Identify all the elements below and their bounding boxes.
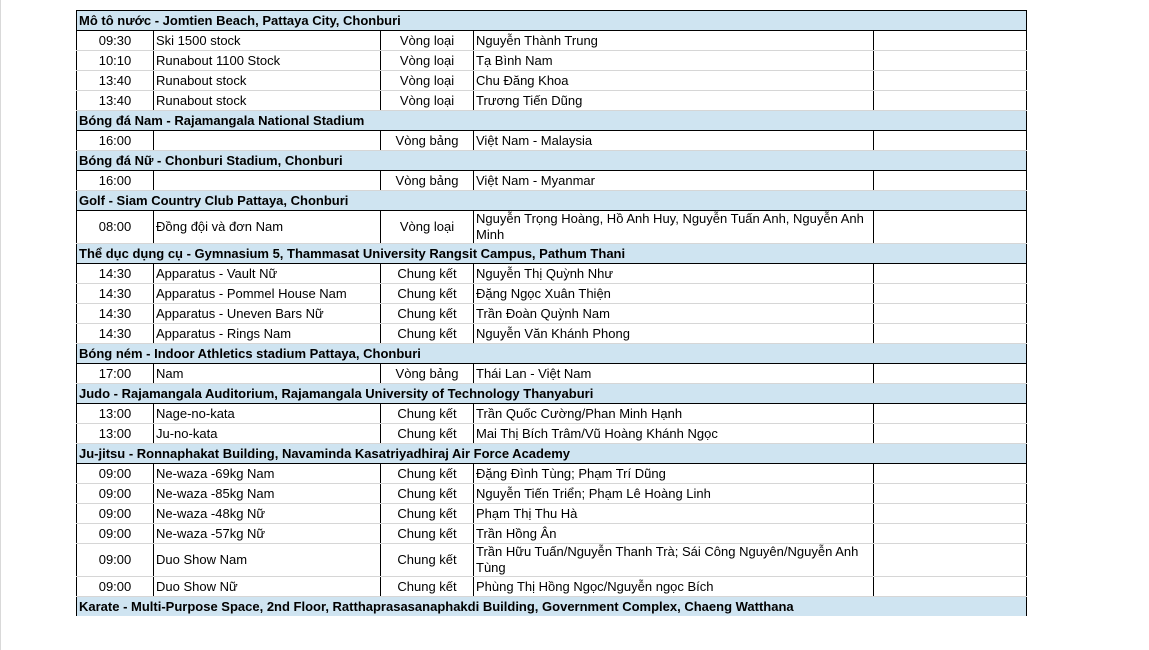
athletes-cell: Mai Thị Bích Trâm/Vũ Hoàng Khánh Ngọc [474, 424, 874, 444]
round-cell: Vòng loại [381, 51, 474, 71]
time-cell: 14:30 [77, 324, 154, 344]
round-cell: Chung kết [381, 504, 474, 524]
event-cell: Nam [154, 364, 381, 384]
empty-cell [874, 544, 1027, 577]
athletes-cell: Thái Lan - Việt Nam [474, 364, 874, 384]
athletes-cell: Trần Hồng Ân [474, 524, 874, 544]
section-header-row [77, 597, 1027, 617]
section-header-row [77, 191, 1027, 211]
event-cell: Apparatus - Uneven Bars Nữ [154, 304, 381, 324]
time-cell: 10:10 [77, 51, 154, 71]
section-title: Ju-jitsu - Ronnaphakat Building, Navaminda Kasatriyadhiraj Air Force Academy [77, 444, 1027, 464]
time-cell: 09:00 [77, 524, 154, 544]
empty-cell [874, 404, 1027, 424]
event-cell [154, 171, 381, 191]
empty-cell [874, 364, 1027, 384]
section-header-row [77, 244, 1027, 264]
athletes-cell: Nguyễn Tiến Triển; Phạm Lê Hoàng Linh [474, 484, 874, 504]
round-cell: Chung kết [381, 284, 474, 304]
schedule-row [77, 31, 1027, 51]
athletes-cell: Việt Nam - Malaysia [474, 131, 874, 151]
event-cell: Apparatus - Pommel House Nam [154, 284, 381, 304]
section-header-row [77, 111, 1027, 131]
empty-cell [874, 424, 1027, 444]
empty-cell [874, 211, 1027, 244]
athletes-cell: Trương Tiến Dũng [474, 91, 874, 111]
time-cell: 08:00 [77, 211, 154, 244]
section-header-row [77, 344, 1027, 364]
round-cell: Vòng bảng [381, 171, 474, 191]
schedule-row [77, 284, 1027, 304]
athletes-cell: Tạ Bình Nam [474, 51, 874, 71]
empty-cell [874, 91, 1027, 111]
round-cell: Vòng loại [381, 31, 474, 51]
empty-cell [874, 31, 1027, 51]
empty-cell [874, 284, 1027, 304]
round-cell: Chung kết [381, 264, 474, 284]
athletes-cell: Đặng Ngọc Xuân Thiện [474, 284, 874, 304]
schedule-row [77, 131, 1027, 151]
athletes-cell: Trần Quốc Cường/Phan Minh Hạnh [474, 404, 874, 424]
empty-cell [874, 51, 1027, 71]
time-cell: 09:00 [77, 504, 154, 524]
time-cell: 09:00 [77, 544, 154, 577]
time-cell: 17:00 [77, 364, 154, 384]
event-cell: Apparatus - Vault Nữ [154, 264, 381, 284]
round-cell: Chung kết [381, 524, 474, 544]
empty-cell [874, 577, 1027, 597]
athletes-cell: Nguyễn Trọng Hoàng, Hồ Anh Huy, Nguyễn Tuấn Anh, Nguyễn Anh Minh [474, 211, 874, 244]
empty-cell [874, 504, 1027, 524]
event-cell: Ne-waza -57kg Nữ [154, 524, 381, 544]
section-header-row [77, 444, 1027, 464]
athletes-cell: Trần Đoàn Quỳnh Nam [474, 304, 874, 324]
schedule-row [77, 424, 1027, 444]
schedule-row [77, 364, 1027, 384]
athletes-cell: Việt Nam - Myanmar [474, 171, 874, 191]
time-cell: 13:00 [77, 404, 154, 424]
schedule-row [77, 404, 1027, 424]
time-cell: 09:00 [77, 577, 154, 597]
athletes-cell: Phạm Thị Thu Hà [474, 504, 874, 524]
event-cell: Ne-waza -48kg Nữ [154, 504, 381, 524]
empty-cell [874, 71, 1027, 91]
empty-cell [874, 171, 1027, 191]
event-cell: Duo Show Nữ [154, 577, 381, 597]
event-cell: Ne-waza -69kg Nam [154, 464, 381, 484]
round-cell: Vòng loại [381, 91, 474, 111]
round-cell: Chung kết [381, 304, 474, 324]
schedule-row [77, 211, 1027, 244]
event-cell: Duo Show Nam [154, 544, 381, 577]
empty-cell [874, 524, 1027, 544]
schedule-row [77, 577, 1027, 597]
schedule-row [77, 71, 1027, 91]
athletes-cell: Nguyễn Thành Trung [474, 31, 874, 51]
event-cell: Runabout stock [154, 91, 381, 111]
schedule-row [77, 51, 1027, 71]
time-cell: 13:00 [77, 424, 154, 444]
section-title: Golf - Siam Country Club Pattaya, Chonburi [77, 191, 1027, 211]
event-cell: Ski 1500 stock [154, 31, 381, 51]
event-cell: Apparatus - Rings Nam [154, 324, 381, 344]
empty-cell [874, 131, 1027, 151]
empty-cell [874, 264, 1027, 284]
section-title: Bóng ném - Indoor Athletics stadium Pattaya, Chonburi [77, 344, 1027, 364]
time-cell: 14:30 [77, 304, 154, 324]
schedule-row [77, 324, 1027, 344]
schedule-row [77, 304, 1027, 324]
empty-cell [874, 324, 1027, 344]
event-cell: Đồng đội và đơn Nam [154, 211, 381, 244]
round-cell: Vòng loại [381, 71, 474, 91]
schedule-row [77, 264, 1027, 284]
event-cell: Runabout stock [154, 71, 381, 91]
section-title: Mô tô nước - Jomtien Beach, Pattaya City, Chonburi [77, 11, 1027, 31]
section-title: Thể dục dụng cụ - Gymnasium 5, Thammasat University Rangsit Campus, Pathum Thani [77, 244, 1027, 264]
athletes-cell: Trần Hữu Tuấn/Nguyễn Thanh Trà; Sái Công Nguyên/Nguyễn Anh Tùng [474, 544, 874, 577]
time-cell: 16:00 [77, 171, 154, 191]
schedule-row [77, 464, 1027, 484]
time-cell: 13:40 [77, 71, 154, 91]
empty-cell [874, 464, 1027, 484]
section-title: Karate - Multi-Purpose Space, 2nd Floor, Ratthaprasasanaphakdi Building, Government Complex, Chaeng Watthana [77, 597, 1027, 617]
time-cell: 09:00 [77, 464, 154, 484]
time-cell: 14:30 [77, 284, 154, 304]
schedule-row [77, 524, 1027, 544]
athletes-cell: Nguyễn Thị Quỳnh Như [474, 264, 874, 284]
athletes-cell: Chu Đăng Khoa [474, 71, 874, 91]
schedule-table [76, 10, 1027, 616]
section-header-row [77, 151, 1027, 171]
time-cell: 09:30 [77, 31, 154, 51]
round-cell: Chung kết [381, 577, 474, 597]
event-cell: Ne-waza -85kg Nam [154, 484, 381, 504]
section-header-row [77, 384, 1027, 404]
event-cell: Ju-no-kata [154, 424, 381, 444]
section-title: Bóng đá Nam - Rajamangala National Stadium [77, 111, 1027, 131]
empty-cell [874, 304, 1027, 324]
time-cell: 13:40 [77, 91, 154, 111]
round-cell: Chung kết [381, 404, 474, 424]
round-cell: Vòng bảng [381, 364, 474, 384]
round-cell: Chung kết [381, 484, 474, 504]
athletes-cell: Đặng Đình Tùng; Phạm Trí Dũng [474, 464, 874, 484]
round-cell: Chung kết [381, 464, 474, 484]
section-header-row [77, 11, 1027, 31]
schedule-row [77, 484, 1027, 504]
schedule-row [77, 504, 1027, 524]
event-cell: Nage-no-kata [154, 404, 381, 424]
athletes-cell: Phùng Thị Hồng Ngọc/Nguyễn ngọc Bích [474, 577, 874, 597]
section-title: Bóng đá Nữ - Chonburi Stadium, Chonburi [77, 151, 1027, 171]
round-cell: Vòng loại [381, 211, 474, 244]
round-cell: Chung kết [381, 424, 474, 444]
schedule-body [77, 11, 1027, 617]
event-cell [154, 131, 381, 151]
round-cell: Chung kết [381, 324, 474, 344]
round-cell: Vòng bảng [381, 131, 474, 151]
schedule-row [77, 91, 1027, 111]
empty-cell [874, 484, 1027, 504]
time-cell: 09:00 [77, 484, 154, 504]
schedule-row [77, 171, 1027, 191]
section-title: Judo - Rajamangala Auditorium, Rajamangala University of Technology Thanyaburi [77, 384, 1027, 404]
time-cell: 16:00 [77, 131, 154, 151]
athletes-cell: Nguyễn Văn Khánh Phong [474, 324, 874, 344]
time-cell: 14:30 [77, 264, 154, 284]
event-cell: Runabout 1100 Stock [154, 51, 381, 71]
schedule-row [77, 544, 1027, 577]
round-cell: Chung kết [381, 544, 474, 577]
